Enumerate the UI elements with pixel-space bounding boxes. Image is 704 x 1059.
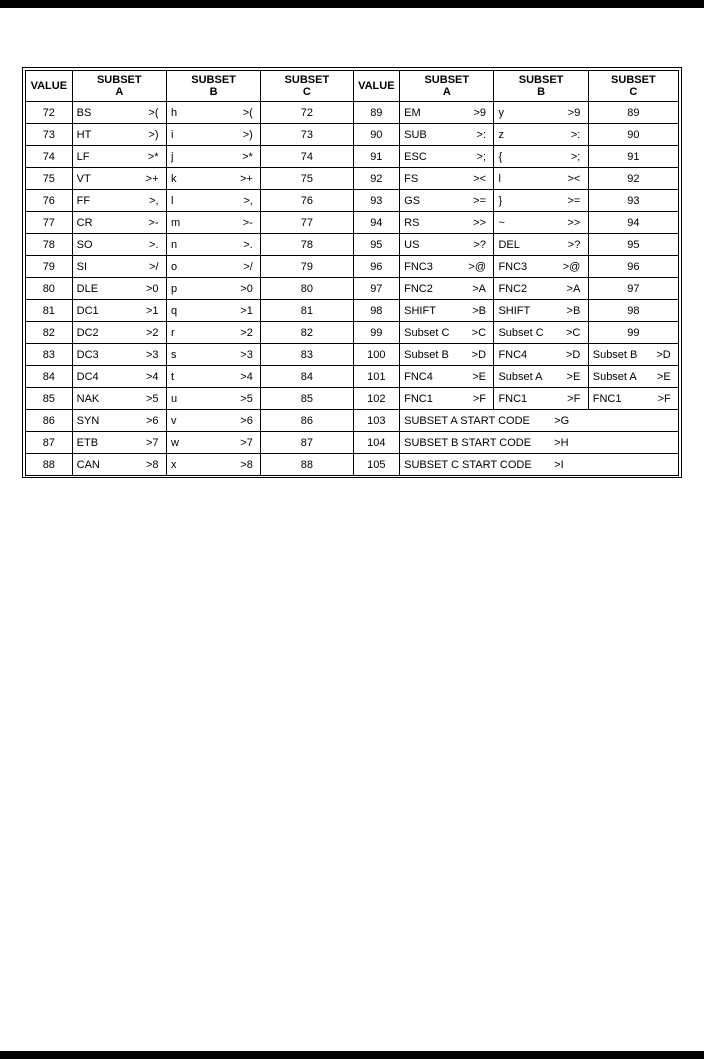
char-label: CAN	[76, 458, 100, 471]
char-code: ><	[473, 172, 487, 185]
char-code: >6	[145, 414, 159, 427]
char-label: Subset C	[498, 326, 544, 339]
char-code: >)	[242, 128, 253, 141]
char-label: FNC1	[498, 392, 528, 405]
char-code: >)	[148, 128, 159, 141]
subset-b-cell	[494, 146, 588, 168]
table-row	[26, 278, 679, 300]
char-label: Subset A	[592, 370, 637, 383]
subset-a-cell	[400, 212, 494, 234]
char-code: >E	[656, 370, 671, 383]
start-code-cell	[400, 410, 679, 432]
char-code: >8	[240, 458, 253, 471]
value-cell: 104	[353, 432, 400, 454]
subset-b-cell	[166, 388, 260, 410]
char-label: DC1	[76, 304, 99, 317]
table-row	[26, 146, 679, 168]
start-code-cell	[400, 432, 679, 454]
subset-b-cell	[166, 300, 260, 322]
char-label: t	[170, 370, 174, 383]
value-cell: 89	[353, 102, 400, 124]
subset-c-cell	[588, 366, 678, 388]
char-label: y	[498, 106, 504, 119]
subset-a-cell	[400, 278, 494, 300]
char-code: >F	[567, 392, 581, 405]
subset-a-cell	[400, 388, 494, 410]
value-cell: 79	[26, 256, 73, 278]
subset-a-cell	[400, 344, 494, 366]
char-code: >>	[567, 216, 581, 229]
table-row	[26, 190, 679, 212]
subset-c-cell	[588, 344, 678, 366]
value-cell: 73	[26, 124, 73, 146]
char-label: CR	[76, 216, 93, 229]
start-code-label: SUBSET C START CODE	[404, 458, 532, 471]
table-row	[26, 102, 679, 124]
char-label: r	[170, 326, 175, 339]
char-label: FS	[404, 172, 419, 185]
char-code: >2	[240, 326, 253, 339]
subset-a-cell	[72, 168, 166, 190]
char-label: l	[498, 172, 501, 185]
table-row	[26, 366, 679, 388]
subset-c-cell: 88	[261, 454, 353, 476]
subset-b-cell	[166, 168, 260, 190]
table-row	[26, 234, 679, 256]
char-label: EM	[404, 106, 421, 119]
value-cell: 88	[26, 454, 73, 476]
subset-b-cell	[494, 124, 588, 146]
subset-c-cell: 72	[261, 102, 353, 124]
subset-c-cell: 75	[261, 168, 353, 190]
subset-b-cell	[166, 432, 260, 454]
char-label: n	[170, 238, 178, 251]
char-code: >,	[149, 194, 159, 207]
subset-a-cell	[72, 454, 166, 476]
subset-c-cell: 94	[588, 212, 678, 234]
table-row	[26, 124, 679, 146]
subset-b-cell	[494, 168, 588, 190]
subset-c-cell: 77	[261, 212, 353, 234]
subset-c-cell: 93	[588, 190, 678, 212]
char-code: >>	[473, 216, 487, 229]
subset-a-cell	[72, 212, 166, 234]
char-code: >;	[570, 150, 581, 163]
header-value-right: VALUE	[353, 71, 400, 102]
char-label: k	[170, 172, 177, 185]
subset-a-cell	[400, 146, 494, 168]
char-code: >:	[570, 128, 581, 141]
subset-a-cell	[72, 190, 166, 212]
value-cell: 95	[353, 234, 400, 256]
value-cell: 74	[26, 146, 73, 168]
subset-a-cell	[400, 366, 494, 388]
subset-a-cell	[72, 256, 166, 278]
char-label: j	[170, 150, 174, 163]
subset-b-cell	[166, 146, 260, 168]
start-code-cell	[400, 454, 679, 476]
subset-a-cell	[72, 410, 166, 432]
subset-a-cell	[72, 278, 166, 300]
subset-b-cell	[494, 256, 588, 278]
char-label: NAK	[76, 392, 100, 405]
char-label: p	[170, 282, 178, 295]
subset-c-cell: 82	[261, 322, 353, 344]
char-code: >(	[148, 106, 159, 119]
subset-b-cell	[494, 322, 588, 344]
code-table-frame	[22, 67, 682, 478]
char-code: >D	[565, 348, 581, 361]
subset-b-cell	[166, 102, 260, 124]
char-code: >1	[240, 304, 253, 317]
char-label: LF	[76, 150, 90, 163]
value-cell: 102	[353, 388, 400, 410]
value-cell: 91	[353, 146, 400, 168]
subset-c-cell: 97	[588, 278, 678, 300]
value-cell: 75	[26, 168, 73, 190]
char-label: VT	[76, 172, 91, 185]
char-code: >(	[242, 106, 253, 119]
header-subset-c-right: SUBSET C	[588, 71, 678, 102]
char-label: SI	[76, 260, 88, 273]
subset-b-cell	[166, 124, 260, 146]
subset-b-cell	[166, 256, 260, 278]
char-label: i	[170, 128, 174, 141]
char-label: x	[170, 458, 177, 471]
char-code: >+	[145, 172, 159, 185]
subset-c-cell: 92	[588, 168, 678, 190]
header-subset-b-left: SUBSET B	[166, 71, 260, 102]
char-label: ESC	[404, 150, 427, 163]
value-cell: 105	[353, 454, 400, 476]
char-code: >/	[243, 260, 253, 273]
subset-a-cell	[400, 190, 494, 212]
subset-a-cell	[400, 168, 494, 190]
char-label: FNC2	[498, 282, 528, 295]
char-code: >=	[567, 194, 581, 207]
char-label: u	[170, 392, 178, 405]
subset-b-cell	[166, 212, 260, 234]
char-label: {	[498, 150, 503, 163]
subset-c-cell: 76	[261, 190, 353, 212]
subset-c-cell: 81	[261, 300, 353, 322]
char-code: >B	[566, 304, 581, 317]
char-label: FNC4	[404, 370, 433, 383]
char-label: z	[498, 128, 504, 141]
char-label: l	[170, 194, 174, 207]
char-label: SO	[76, 238, 93, 251]
char-code: >A	[472, 282, 487, 295]
char-label: m	[170, 216, 181, 229]
char-label: SUB	[404, 128, 427, 141]
char-code: >9	[567, 106, 581, 119]
char-code: >4	[240, 370, 253, 383]
char-label: o	[170, 260, 178, 273]
char-label: Subset B	[592, 348, 638, 361]
char-code: >F	[472, 392, 487, 405]
subset-b-cell	[494, 190, 588, 212]
value-cell: 96	[353, 256, 400, 278]
value-cell: 100	[353, 344, 400, 366]
char-label: SHIFT	[498, 304, 531, 317]
header-subset-a-left: SUBSET A	[72, 71, 166, 102]
subset-c-cell: 89	[588, 102, 678, 124]
char-label: FNC3	[404, 260, 433, 273]
header-subset-c-left: SUBSET C	[261, 71, 353, 102]
char-label: DC2	[76, 326, 99, 339]
char-code: >6	[240, 414, 253, 427]
subset-a-cell	[72, 322, 166, 344]
value-cell: 82	[26, 322, 73, 344]
code-128-table	[25, 70, 679, 476]
char-code: >A	[566, 282, 581, 295]
subset-b-cell	[494, 366, 588, 388]
value-cell: 90	[353, 124, 400, 146]
value-cell: 99	[353, 322, 400, 344]
char-code: >=	[473, 194, 487, 207]
char-code: >.	[243, 238, 253, 251]
char-code: >.	[149, 238, 159, 251]
table-row	[26, 388, 679, 410]
char-code: >4	[145, 370, 159, 383]
char-code: >E	[566, 370, 581, 383]
char-label: Subset B	[404, 348, 449, 361]
subset-c-cell	[588, 388, 678, 410]
char-label: DEL	[498, 238, 520, 251]
value-cell: 76	[26, 190, 73, 212]
table-body	[26, 102, 679, 476]
subset-b-cell	[166, 454, 260, 476]
char-code: >5	[240, 392, 253, 405]
table-row	[26, 322, 679, 344]
subset-a-cell	[400, 234, 494, 256]
char-code: >-	[148, 216, 159, 229]
value-cell: 80	[26, 278, 73, 300]
subset-a-cell	[72, 234, 166, 256]
subset-c-cell: 91	[588, 146, 678, 168]
subset-c-cell: 79	[261, 256, 353, 278]
table-row	[26, 256, 679, 278]
char-label: DC4	[76, 370, 99, 383]
char-code: ><	[567, 172, 581, 185]
char-code: >9	[473, 106, 487, 119]
subset-b-cell	[166, 278, 260, 300]
char-label: FF	[76, 194, 91, 207]
char-code: >B	[472, 304, 487, 317]
char-code: >8	[145, 458, 159, 471]
char-code: >C	[565, 326, 581, 339]
subset-c-cell: 90	[588, 124, 678, 146]
start-code-label: SUBSET B START CODE	[404, 436, 532, 449]
subset-a-cell	[400, 300, 494, 322]
char-label: q	[170, 304, 178, 317]
value-cell: 78	[26, 234, 73, 256]
value-cell: 86	[26, 410, 73, 432]
subset-c-cell: 87	[261, 432, 353, 454]
char-code: >E	[472, 370, 487, 383]
value-cell: 93	[353, 190, 400, 212]
subset-a-cell	[400, 124, 494, 146]
char-code: >1	[145, 304, 159, 317]
subset-b-cell	[166, 322, 260, 344]
start-code: >I	[554, 458, 564, 471]
char-code: >D	[656, 348, 671, 361]
char-code: >C	[471, 326, 487, 339]
char-label: FNC2	[404, 282, 433, 295]
subset-c-cell: 73	[261, 124, 353, 146]
table-row	[26, 300, 679, 322]
header-subset-a-right: SUBSET A	[400, 71, 494, 102]
char-label: FNC4	[498, 348, 528, 361]
char-code: >*	[147, 150, 159, 163]
char-label: h	[170, 106, 178, 119]
subset-b-cell	[166, 410, 260, 432]
char-label: GS	[404, 194, 421, 207]
table-row	[26, 344, 679, 366]
char-code: >-	[242, 216, 253, 229]
subset-b-cell	[166, 366, 260, 388]
char-label: DLE	[76, 282, 99, 295]
value-cell: 103	[353, 410, 400, 432]
char-label: SHIFT	[404, 304, 436, 317]
char-label: Subset A	[498, 370, 543, 383]
table-row	[26, 454, 679, 476]
header-value-left: VALUE	[26, 71, 73, 102]
table-row	[26, 212, 679, 234]
char-code: >0	[240, 282, 253, 295]
value-cell: 98	[353, 300, 400, 322]
char-label: w	[170, 436, 179, 449]
table-row	[26, 410, 679, 432]
char-code: >0	[145, 282, 159, 295]
value-cell: 72	[26, 102, 73, 124]
start-code-label: SUBSET A START CODE	[404, 414, 530, 427]
subset-b-cell	[494, 388, 588, 410]
table-row	[26, 432, 679, 454]
subset-a-cell	[72, 124, 166, 146]
char-code: >@	[468, 260, 487, 273]
top-rule	[0, 0, 704, 8]
subset-c-cell: 85	[261, 388, 353, 410]
char-label: }	[498, 194, 503, 207]
char-code: >7	[145, 436, 159, 449]
subset-a-cell	[72, 300, 166, 322]
value-cell: 81	[26, 300, 73, 322]
header-subset-b-right: SUBSET B	[494, 71, 588, 102]
subset-c-cell: 99	[588, 322, 678, 344]
subset-b-cell	[494, 344, 588, 366]
subset-b-cell	[166, 234, 260, 256]
subset-c-cell: 83	[261, 344, 353, 366]
subset-b-cell	[166, 344, 260, 366]
value-cell: 84	[26, 366, 73, 388]
char-label: RS	[404, 216, 420, 229]
char-label: FNC1	[592, 392, 622, 405]
subset-a-cell	[400, 322, 494, 344]
subset-a-cell	[72, 146, 166, 168]
subset-a-cell	[400, 256, 494, 278]
start-code: >G	[554, 414, 570, 427]
subset-c-cell: 98	[588, 300, 678, 322]
subset-b-cell	[494, 300, 588, 322]
subset-c-cell: 96	[588, 256, 678, 278]
subset-b-cell	[494, 234, 588, 256]
char-label: BS	[76, 106, 92, 119]
char-label: SYN	[76, 414, 100, 427]
char-code: >*	[242, 150, 253, 163]
table-row	[26, 168, 679, 190]
char-label: ETB	[76, 436, 99, 449]
subset-c-cell: 78	[261, 234, 353, 256]
char-label: FNC3	[498, 260, 528, 273]
char-label: s	[170, 348, 177, 361]
subset-a-cell	[72, 344, 166, 366]
header-row	[26, 71, 679, 102]
char-code: >5	[145, 392, 159, 405]
char-code: >3	[240, 348, 253, 361]
char-code: >?	[473, 238, 487, 251]
char-label: HT	[76, 128, 92, 141]
subset-c-cell: 74	[261, 146, 353, 168]
value-cell: 101	[353, 366, 400, 388]
value-cell: 97	[353, 278, 400, 300]
value-cell: 83	[26, 344, 73, 366]
char-label: DC3	[76, 348, 99, 361]
subset-a-cell	[400, 102, 494, 124]
value-cell: 92	[353, 168, 400, 190]
subset-c-cell: 84	[261, 366, 353, 388]
char-label: US	[404, 238, 420, 251]
char-code: >+	[239, 172, 253, 185]
char-code: >/	[149, 260, 159, 273]
subset-c-cell: 95	[588, 234, 678, 256]
char-code: >,	[243, 194, 253, 207]
char-code: >F	[657, 392, 671, 405]
subset-c-cell: 80	[261, 278, 353, 300]
char-code: >D	[471, 348, 487, 361]
subset-a-cell	[72, 366, 166, 388]
subset-b-cell	[494, 278, 588, 300]
subset-b-cell	[494, 102, 588, 124]
value-cell: 94	[353, 212, 400, 234]
char-code: >7	[240, 436, 253, 449]
char-label: v	[170, 414, 177, 427]
char-label: ~	[498, 216, 505, 229]
char-label: FNC1	[404, 392, 433, 405]
value-cell: 87	[26, 432, 73, 454]
subset-a-cell	[72, 388, 166, 410]
char-code: >?	[567, 238, 581, 251]
subset-c-cell: 86	[261, 410, 353, 432]
char-label: Subset C	[404, 326, 450, 339]
bottom-rule	[0, 1051, 704, 1059]
char-code: >;	[476, 150, 487, 163]
char-code: >2	[145, 326, 159, 339]
subset-b-cell	[494, 212, 588, 234]
start-code: >H	[554, 436, 569, 449]
char-code: >3	[145, 348, 159, 361]
value-cell: 85	[26, 388, 73, 410]
subset-a-cell	[72, 102, 166, 124]
subset-a-cell	[72, 432, 166, 454]
char-code: >@	[562, 260, 581, 273]
char-code: >:	[476, 128, 487, 141]
subset-b-cell	[166, 190, 260, 212]
value-cell: 77	[26, 212, 73, 234]
